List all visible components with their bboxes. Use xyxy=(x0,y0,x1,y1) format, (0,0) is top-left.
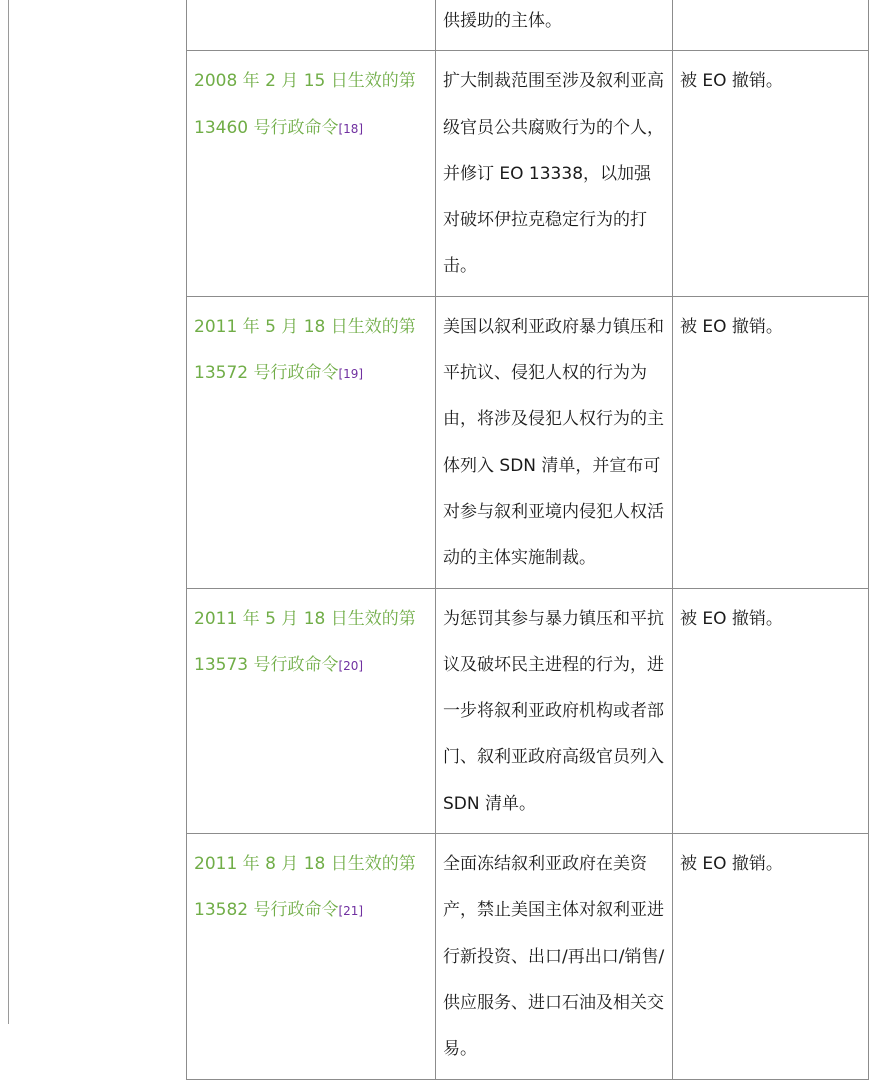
footnote-reference-link[interactable]: [18] xyxy=(338,121,364,136)
status-cell: 被 EO 撤销。 xyxy=(673,296,869,588)
status-cell xyxy=(673,0,869,51)
order-title: 2008 年 2 月 15 日生效的第 13460 号行政命令 xyxy=(194,71,416,138)
table-row-continued xyxy=(187,0,869,51)
order-cell xyxy=(187,51,436,296)
order-cell xyxy=(187,834,436,1079)
page-margin-line xyxy=(8,0,9,1024)
order-cell xyxy=(187,588,436,833)
status-cell: 被 EO 撤销。 xyxy=(673,588,869,833)
table-row xyxy=(187,296,869,588)
description-cell: 供援助的主体。 xyxy=(436,0,673,51)
description-cell: 为惩罚其参与暴力镇压和平抗议及破坏民主进程的行为，进一步将叙利亚政府机构或者部门、叙利亚政府高级官员列入 SDN 清单。 xyxy=(436,588,673,833)
table-row xyxy=(187,51,869,296)
description-cell: 全面冻结叙利亚政府在美资产，禁止美国主体对叙利亚进行新投资、出口/再出口/销售/供应服务、进口石油及相关交易。 xyxy=(436,834,673,1079)
order-title: 2011 年 8 月 18 日生效的第 13582 号行政命令 xyxy=(194,854,416,921)
description-cell: 扩大制裁范围至涉及叙利亚高级官员公共腐败行为的个人，并修订 EO 13338，以加强对破坏伊拉克稳定行为的打击。 xyxy=(436,51,673,296)
footnote-reference-link[interactable]: [20] xyxy=(338,658,364,673)
table-row xyxy=(187,588,869,833)
description-cell: 美国以叙利亚政府暴力镇压和平抗议、侵犯人权的行为为由，将涉及侵犯人权行为的主体列入 SDN 清单，并宣布可对参与叙利亚境内侵犯人权活动的主体实施制裁。 xyxy=(436,296,673,588)
status-cell: 被 EO 撤销。 xyxy=(673,51,869,296)
order-cell xyxy=(187,296,436,588)
table-row xyxy=(187,834,869,1079)
order-title: 2011 年 5 月 18 日生效的第 13572 号行政命令 xyxy=(194,316,416,384)
status-cell: 被 EO 撤销。 xyxy=(673,834,869,1079)
footnote-reference-link[interactable]: [19] xyxy=(338,367,364,382)
executive-orders-table xyxy=(186,0,869,1080)
footnote-reference-link[interactable]: [21] xyxy=(338,904,364,919)
order-cell xyxy=(187,0,436,51)
order-title: 2011 年 5 月 18 日生效的第 13573 号行政命令 xyxy=(194,608,416,675)
